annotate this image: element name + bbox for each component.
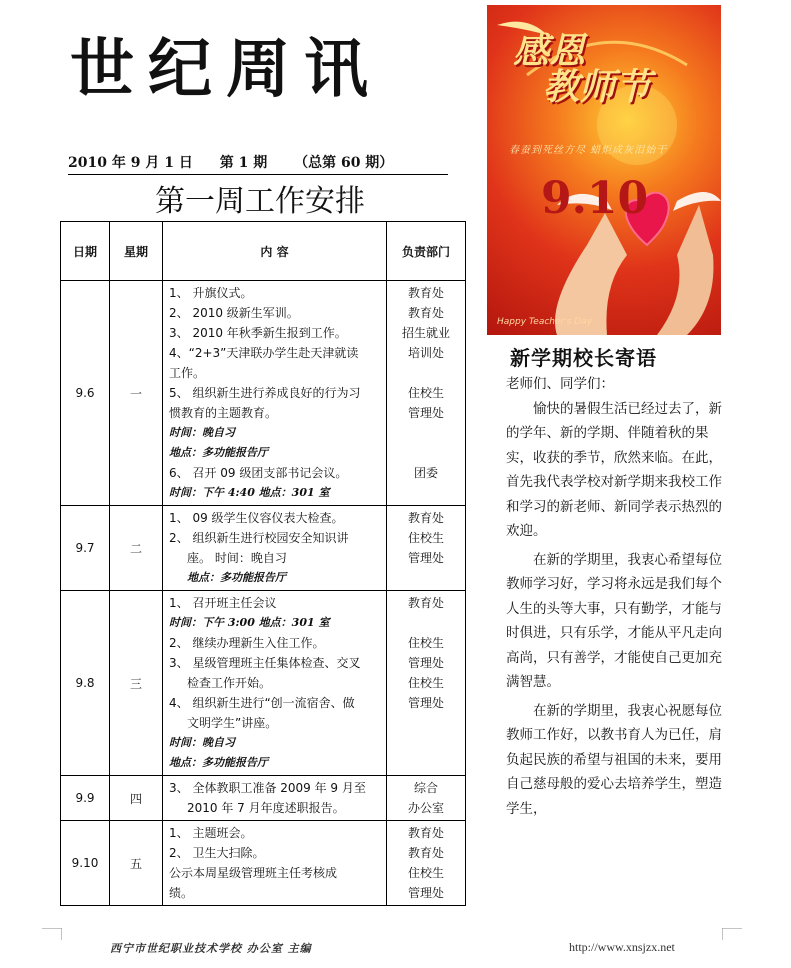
teachers-day-poster [487, 5, 721, 335]
row-weekday: 四 [110, 776, 163, 821]
corner-mark-right [722, 928, 742, 940]
dept-line [388, 443, 464, 463]
content-line: 4、 组织新生进行“创一流宿舍、做 [169, 696, 355, 710]
poster-slogan: 春蚕到死丝方尽 蜡炬成灰泪始干 [509, 145, 668, 156]
dept-line: 住校生 [407, 866, 444, 880]
header-dept: 负责部门 [387, 222, 466, 281]
address-paragraph-2: 在新的学期里，我衷心希望每位教师学习好，学习将永远是我们每个人生的头等大事，只有勤学，才能与时俱进，只有乐学，才能从平凡走向高尚，只有善学，才能使自己更加充满智慧。 [506, 551, 722, 690]
dept-line [388, 613, 464, 633]
content-note: 时间：晚自习 [169, 426, 235, 439]
dept-line [388, 733, 464, 753]
content-note: 地点：多功能报告厅 [187, 571, 286, 584]
principal-address [506, 372, 724, 821]
content-line: 3、 全体教职工准备 2009 年 9 月至 [169, 781, 366, 795]
dept-line: 管理处 [407, 656, 444, 670]
dept-line [388, 483, 464, 503]
content-line: 2、 卫生大扫除。 [169, 846, 265, 860]
poster-title-line1: 感恩 [513, 30, 586, 72]
dept-line: 教育处 [407, 511, 444, 525]
content-line: 公示本周星级管理班主任考核成 [169, 866, 338, 880]
content-line: 1、 召开班主任会议 [169, 596, 277, 610]
table-header-row [61, 222, 466, 281]
dept-line: 管理处 [407, 406, 444, 420]
hand-right-icon [657, 205, 713, 335]
content-line: 座。 时间：晚自习 [187, 551, 287, 565]
dept-line: 培训处 [407, 346, 444, 360]
content-note: 时间：下午 4:40 地点：301 室 [169, 486, 330, 499]
content-line: 4、“2+3”天津联办学生赴天津就读 [169, 346, 359, 360]
dept-line: 团委 [413, 466, 438, 480]
content-line: 1、 主题班会。 [169, 826, 253, 840]
issue-number: 第 1 期 [219, 155, 268, 171]
content-line: 检查工作开始。 [187, 676, 272, 690]
wing-right-icon [673, 192, 721, 211]
content-note: 地点：多功能报告厅 [169, 756, 268, 769]
content-note: 地点：多功能报告厅 [169, 446, 268, 459]
row-date: 9.8 [61, 591, 110, 776]
header-content: 内 容 [163, 222, 387, 281]
content-line: 1、 09 级学生仪容仪表大检查。 [169, 511, 344, 525]
dept-line: 住校生 [407, 676, 444, 690]
corner-mark-left [42, 928, 62, 940]
row-dept [387, 506, 466, 591]
poster-date: 9.10 [541, 173, 649, 224]
address-title: 新学期校长寄语 [510, 346, 657, 370]
header-weekday: 星期 [110, 222, 163, 281]
content-line: 5、 组织新生进行养成良好的行为习 [169, 386, 361, 400]
content-line: 6、 召开 09 级团支部书记会议。 [169, 466, 348, 480]
dept-line [388, 753, 464, 773]
dept-line [388, 423, 464, 443]
dept-line: 办公室 [407, 801, 444, 815]
address-paragraph-1: 愉快的暑假生活已经过去了，新的学年、新的学期、伴随着秋的果实，收获的季节，欣然来临。在此，首先我代表学校对新学期来我校工作和学习的新老师、新同学表示热烈的欢迎。 [506, 400, 722, 539]
dept-line: 教育处 [407, 596, 444, 610]
poster-footer: Happy Teacher's Day [497, 317, 593, 327]
footer-publisher: 西宁市世纪职业技术学校 办公室 主编 [110, 942, 312, 955]
content-line: 3、 星级管理班主任集体检查、交叉 [169, 656, 361, 670]
header-date: 日期 [61, 222, 110, 281]
masthead-title: 世纪周讯 [70, 32, 382, 107]
dept-line: 教育处 [407, 306, 444, 320]
schedule-row [61, 506, 466, 591]
footer-url[interactable]: http://www.xnsjzx.net [569, 940, 675, 954]
row-dept [387, 591, 466, 776]
dept-line [388, 568, 464, 588]
row-content [163, 821, 387, 906]
schedule-row [61, 821, 466, 906]
schedule-table [60, 221, 466, 906]
dept-line: 教育处 [407, 846, 444, 860]
address-salutation: 老师们、同学们： [506, 376, 614, 392]
issue-total: （总第 60 期） [294, 155, 394, 171]
schedule-body [61, 281, 466, 906]
content-line: 3、 2010 年秋季新生报到工作。 [169, 326, 347, 340]
row-dept [387, 281, 466, 506]
content-line: 2、 继续办理新生入住工作。 [169, 636, 325, 650]
dept-line: 住校生 [407, 636, 444, 650]
content-line: 2、 组织新生进行校园安全知识讲 [169, 531, 349, 545]
row-content [163, 281, 387, 506]
dept-line: 招生就业 [401, 326, 450, 340]
content-note: 时间：下午 3:00 地点：301 室 [169, 616, 330, 629]
row-weekday: 一 [110, 281, 163, 506]
address-paragraph-3: 在新的学期里，我衷心祝愿每位教师工作好，以教书育人为已任，肩负起民族的希望与祖国的未来，要用自己慈母般的爱心去培养学生，塑造学生， [506, 702, 722, 817]
dept-line: 管理处 [407, 551, 444, 565]
content-line: 绩。 [169, 886, 194, 900]
issue-date: 2010 年 9 月 1 日 [68, 155, 193, 171]
row-content [163, 776, 387, 821]
content-line: 工作。 [169, 366, 206, 380]
schedule-row [61, 776, 466, 821]
row-weekday: 五 [110, 821, 163, 906]
row-date: 9.9 [61, 776, 110, 821]
row-dept [387, 776, 466, 821]
content-line: 1、 升旗仪式。 [169, 286, 253, 300]
row-date: 9.7 [61, 506, 110, 591]
issue-line [68, 152, 448, 175]
row-weekday: 二 [110, 506, 163, 591]
dept-line: 教育处 [407, 286, 444, 300]
content-line: 2、 2010 级新生军训。 [169, 306, 299, 320]
row-weekday: 三 [110, 591, 163, 776]
content-line: 文明学生”讲座。 [187, 716, 278, 730]
dept-line: 教育处 [407, 826, 444, 840]
content-line: 惯教育的主题教育。 [169, 406, 278, 420]
plan-title: 第一周工作安排 [155, 184, 365, 219]
content-note: 时间：晚自习 [169, 736, 235, 749]
dept-line [388, 713, 464, 733]
row-date: 9.6 [61, 281, 110, 506]
row-content [163, 591, 387, 776]
schedule-row [61, 591, 466, 776]
schedule-row [61, 281, 466, 506]
dept-line: 管理处 [407, 696, 444, 710]
dept-line: 管理处 [407, 886, 444, 900]
dept-line: 住校生 [407, 531, 444, 545]
dept-line: 综合 [413, 781, 438, 795]
poster-title-line2: 教师节 [543, 66, 652, 108]
row-dept [387, 821, 466, 906]
row-date: 9.10 [61, 821, 110, 906]
poster-title [513, 30, 652, 108]
row-content [163, 506, 387, 591]
dept-line: 住校生 [407, 386, 444, 400]
dept-line [388, 363, 464, 383]
content-line: 2010 年 7 月年度述职报告。 [187, 801, 345, 815]
